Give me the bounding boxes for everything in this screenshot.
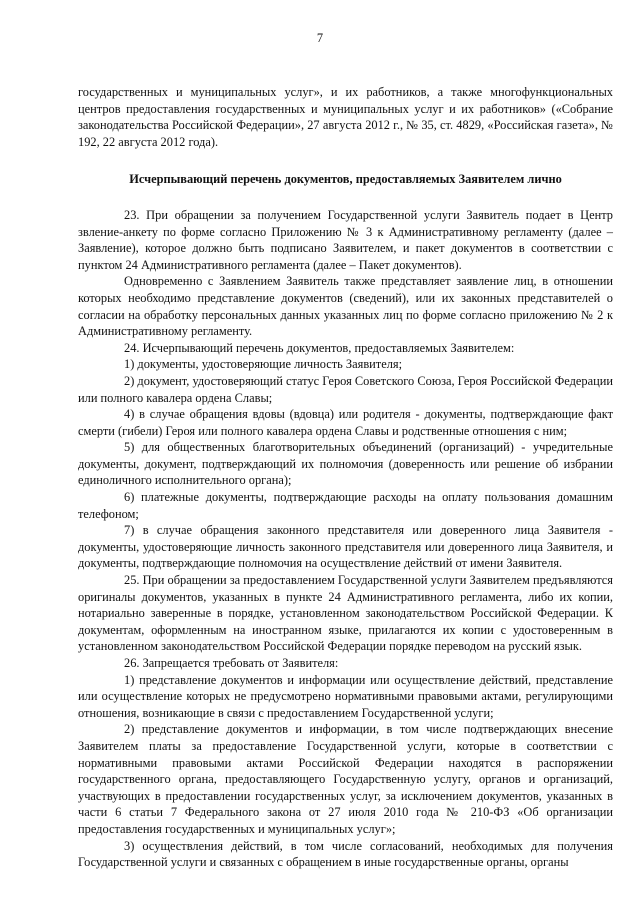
- paragraph-23: 23. При обращении за получением Государственной услуги Заявитель подает в Центр звление-анкету по форме согласно Приложению № 3 к Административному регламенту (далее – Заявление), которое должно быть подписано Заявителем, и пакет документов в соответствии с пунктом 24 Административного регламента (далее – Пакет документов).: [78, 207, 613, 272]
- paragraph-26: 26. Запрещается требовать от Заявителя:: [124, 656, 339, 670]
- page-number: 7: [316, 31, 324, 45]
- section-heading: Исчерпывающий перечень документов, предоставляемых Заявителем лично: [129, 172, 562, 187]
- intro-paragraph: государственных и муниципальных услуг», и их работников, а также многофункциональных центров предоставления государственных и муниципальных услуг и их работников» («Собрание законодательства Российской Федерации», 27 августа 2012 г., № 35, ст. 4829, «Российская газета», № 192, 22 августа 2012 года).: [78, 85, 613, 149]
- document-body: [78, 84, 613, 871]
- paragraph-consent: Одновременно с Заявлением Заявитель также представляет заявление лиц, в отношении которых необходимо представление документов (сведений), или их законных представителей о согласии на обработку персональных данных указанных лиц по форме согласно приложению № 2 к Административному регламенту.: [78, 274, 613, 339]
- paragraph-24: 24. Исчерпывающий перечень документов, предоставляемых Заявителем:: [124, 340, 515, 355]
- list-item-24-5: 5) для общественных благотворительных объединений (организаций) - учредительные документы, документ, подтверждающий их полномочия (доверенность или решение об избрании единоличного исполнительного органа);: [78, 440, 613, 488]
- list-item-26-1: 1) представление документов и информации или осуществление действий, представление или осуществление которых не предусмотрено нормативными правовыми актами, регулирующими отношения, возникающие в связи с предоставлением Государственной услуги;: [78, 672, 613, 720]
- list-item-24-2: 2) документ, удостоверяющий статус Героя Советского Союза, Героя Российской Федерации или полного кавалера ордена Славы;: [78, 373, 614, 405]
- list-item-26-2: 2) представление документов и информации, в том числе подтверждающих внесение Заявителем платы за предоставление Государственной услуги, которые в соответствии с нормативными правовыми актами Российской Федерации находятся в распоряжении государственного органа, предоставляющего Государственную услугу, органов и организаций, участвующих в предоставлении государственных услуг, за исключением документов, указанных в части 6 статьи 7 Федерального закона от 27 июля 2010 года № 210-ФЗ «Об организации предоставления государственных и муниципальных услуг»;: [78, 722, 613, 836]
- list-item-24-7: 7) в случае обращения законного представителя или доверенного лица Заявителя - документы, удостоверяющие личность законного представителя или доверенного лица Заявителя, и документы, подтверждающие полномочия на осуществление действий от имени Заявителя.: [78, 523, 613, 571]
- list-item-24-6: 6) платежные документы, подтверждающие расходы на оплату пользования домашним телефоном;: [78, 490, 613, 521]
- list-item-26-3: 3) осуществления действий, в том числе согласований, необходимых для получения Государственной услуги и связанных с обращением в иные государственные органы, органы: [78, 838, 613, 870]
- paragraph-25: 25. При обращении за предоставлением Государственной услуги Заявителем предъявляются оригиналы документов, указанных в пункте 24 Административного регламента, либо их копии, нотариально заверенные в порядке, установленном законодательством Российской Федерации. К документам, оформленным на иностранном языке, прилагаются их копии с удостоверенным в установленном законодательством Российской Федерации порядке переводом на русский язык.: [78, 573, 613, 654]
- list-item-24-4: 4) в случае обращения вдовы (вдовца) или родителя - документы, подтверждающие факт смерти (гибели) Героя или полного кавалера ордена Славы и родственные отношения с ним;: [78, 407, 613, 438]
- list-item-24-1: 1) документы, удостоверяющие личность Заявителя;: [124, 357, 403, 372]
